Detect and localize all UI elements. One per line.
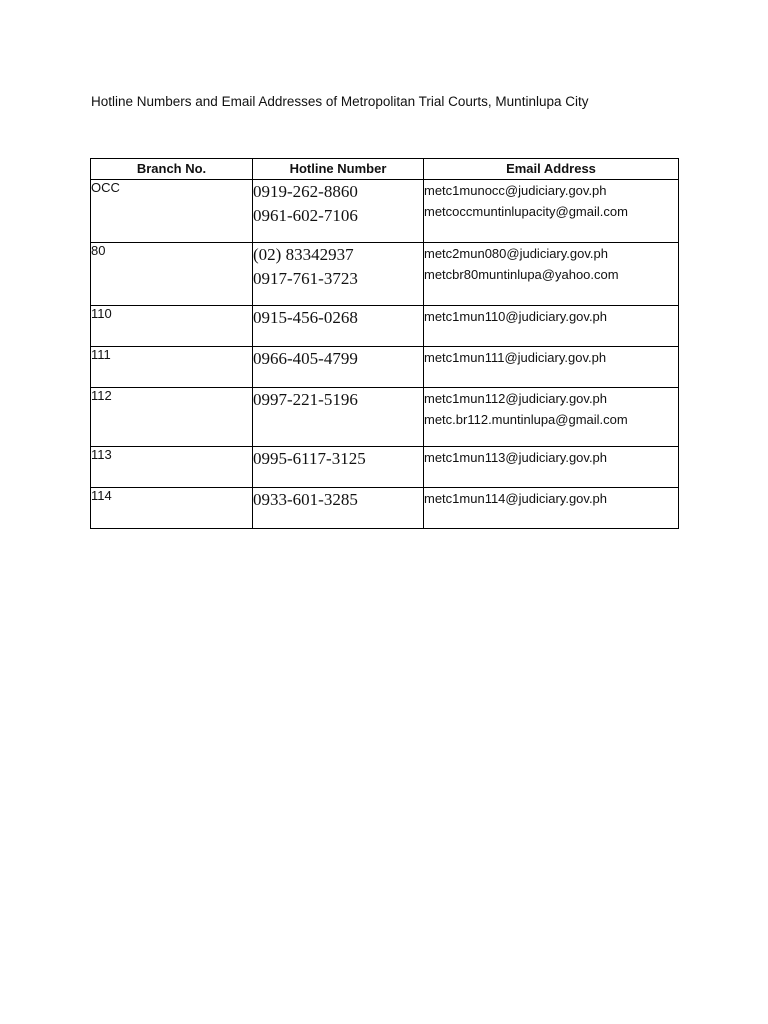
hotline-number: 0933-601-3285: [253, 490, 358, 509]
email-address: metc1mun112@judiciary.gov.ph: [424, 391, 608, 406]
email-address: metc2mun080@judiciary.gov.ph: [424, 246, 608, 261]
header-email-address: Email Address: [424, 159, 679, 180]
branch-cell: OCC: [91, 180, 253, 243]
header-branch-no: Branch No.: [91, 159, 253, 180]
table-row: [91, 347, 679, 388]
branch-cell: 114: [91, 488, 253, 529]
hotline-number: 0995-6117-3125: [253, 449, 366, 468]
table-header-row: [91, 159, 679, 180]
email-address: metc.br112.muntinlupa@gmail.com: [424, 412, 628, 427]
page-title: Hotline Numbers and Email Addresses of Metropolitan Trial Courts, Muntinlupa City: [91, 94, 589, 109]
hotline-cell: [253, 488, 424, 529]
table-row: [91, 488, 679, 529]
table-row: [91, 447, 679, 488]
table-row: [91, 243, 679, 306]
hotline-number: 0961-602-7106: [253, 206, 358, 225]
table-row: [91, 388, 679, 447]
hotline-cell: [253, 388, 424, 447]
hotline-cell: [253, 347, 424, 388]
table-row: [91, 180, 679, 243]
branch-cell: 110: [91, 306, 253, 347]
hotline-cell: [253, 180, 424, 243]
header-hotline-number: Hotline Number: [253, 159, 424, 180]
branch-cell: 80: [91, 243, 253, 306]
email-cell: [424, 388, 679, 447]
branch-cell: 111: [91, 347, 253, 388]
court-directory-table: [90, 158, 679, 529]
hotline-number: 0919-262-8860: [253, 182, 358, 201]
hotline-cell: [253, 243, 424, 306]
hotline-number: 0966-405-4799: [253, 349, 358, 368]
email-cell: [424, 447, 679, 488]
branch-cell: 112: [91, 388, 253, 447]
hotline-number: 0917-761-3723: [253, 269, 358, 288]
branch-cell: 113: [91, 447, 253, 488]
email-cell: [424, 488, 679, 529]
email-cell: [424, 347, 679, 388]
hotline-cell: [253, 306, 424, 347]
hotline-number: 0915-456-0268: [253, 308, 358, 327]
hotline-number: (02) 83342937: [253, 245, 354, 264]
email-cell: [424, 243, 679, 306]
email-address: metc1mun113@judiciary.gov.ph: [424, 450, 608, 465]
email-address: metc1munocc@judiciary.gov.ph: [424, 183, 607, 198]
email-address: metcoccmuntinlupacity@gmail.com: [424, 204, 628, 219]
email-address: metcbr80muntinlupa@yahoo.com: [424, 267, 619, 282]
email-address: metc1mun110@judiciary.gov.ph: [424, 309, 608, 324]
email-address: metc1mun111@judiciary.gov.ph: [424, 350, 607, 365]
email-cell: [424, 306, 679, 347]
email-address: metc1mun114@judiciary.gov.ph: [424, 491, 608, 506]
hotline-cell: [253, 447, 424, 488]
hotline-number: 0997-221-5196: [253, 390, 358, 409]
email-cell: [424, 180, 679, 243]
table-row: [91, 306, 679, 347]
